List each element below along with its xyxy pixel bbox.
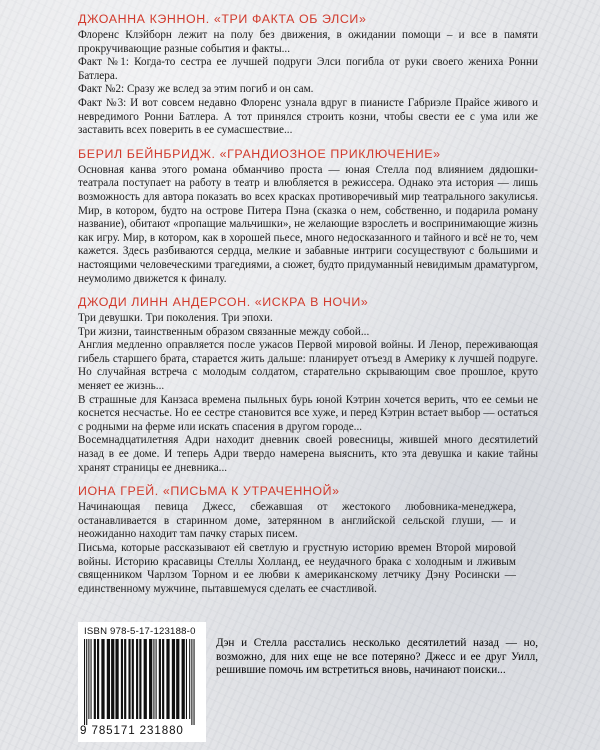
barcode-bar — [91, 639, 92, 719]
barcode-bar — [149, 639, 152, 719]
barcode-bar — [162, 639, 164, 719]
barcode-bar — [172, 639, 175, 719]
section-letters-to-the-lost — [78, 484, 538, 596]
section-grand-adventure — [78, 147, 538, 286]
barcode-bar — [111, 639, 114, 719]
barcode-bar — [101, 639, 104, 719]
paragraph: Флоренс Клэйборн лежит на полу без движения, в ожидании помощи – и все в памяти прокручивающие разные события и факты... — [78, 29, 538, 55]
barcode-bar — [191, 639, 192, 725]
barcode-bar — [186, 639, 187, 719]
barcode-bar — [97, 639, 99, 719]
section-spark-in-the-night — [78, 295, 538, 475]
paragraph: Факт №3: И вот совсем недавно Флоренс узнала вдруг в пианисте Габриэле Прайсе живого и невредимого Ронни Батлера. А тот принялся строить козни, чтобы свести ее с ума или же заставить всех поверить в ее сумасшествие... — [78, 96, 538, 137]
paragraph: Три девушки. Три поколения. Три эпохи. — [78, 312, 273, 325]
paragraph: В страшные для Канзаса времена пыльных бурь юной Кэтрин хочется верить, что ее семьи не коснется несчастье. Но ее сестре становится все хуже, и перед Кэтрин встает выбор — остаться с родными на ферме или искать спасения в другом городе... — [78, 393, 538, 433]
back-cover-text — [78, 12, 538, 605]
section-body — [78, 501, 516, 596]
section-title: БЕРИЛ БЕЙНБРИДЖ. «ГРАНДИОЗНОЕ ПРИКЛЮЧЕНИЕ» — [78, 146, 441, 161]
barcode-bar — [128, 639, 130, 719]
paragraph: Основная канва этого романа обманчиво проста — юная Стелла под влиянием дядюшки-театрала поступает на работу в театр и влюбляется в режиссера. Однако эта история — лишь возможность для автора показать во всех красках противоречивый мир театрального закулисья. Мир, в котором, будто на острове Питера Пэна (сказка о нем, собственно, и подарила роману название), обитают «пропащие мальчишки», не желающие взрослеть и воспринимающие жизнь как игру. Мир, в котором, как в хорошей пьесе, много недосказанного и тайного и всё не то, чем кажется. Здесь разбиваются сердца, мелкие и забавные интриги сосуществуют с большими и настоящими человеческими трагедиями, а сюжет, будто придуманный невидимым драматургом, неумолимо движется к финалу. — [78, 163, 538, 285]
paragraph: Письма, которые рассказывают ей светлую и грустную историю времен Второй мировой войны. Историю красавицы Стеллы Холланд, ее неудачного брака с холодным и лживым священником Чарлзом Торном и ее любви к американскому летчику Дэну Росински — единственному мужчине, пытавшемуся сделать ее счастливой. — [78, 542, 516, 595]
barcode-bar — [107, 639, 110, 719]
paragraph: Факт №2: Сразу же вслед за этим погиб и он сам. — [78, 83, 314, 96]
paragraph: Факт №1: Когда-то сестра ее лучшей подруги Элси погибла от руки своего жениха Ронни Батлера. — [78, 56, 538, 82]
barcode-bar — [121, 639, 123, 719]
barcode-bar — [194, 639, 195, 725]
barcode-bar — [136, 639, 138, 719]
barcode-bar — [86, 639, 87, 725]
barcode-bar — [156, 639, 157, 719]
barcode-bar — [166, 639, 169, 719]
barcode-bar — [124, 639, 126, 719]
barcode-block — [78, 622, 206, 742]
paragraph: Восемнадцатилетняя Адри находит дневник своей ровесницы, жившей много десятилетий назад в ее доме. И теперь Адри твердо намерена выяснить, кто эта девушка и какие тайны хранят страницы ее дневника... — [78, 434, 538, 474]
barcode-bar — [182, 639, 185, 719]
barcode-bar — [132, 639, 134, 719]
paragraph: Англия медленно оправляется после ужасов Первой мировой войны. И Ленор, переживающая гибель старшего брата, старается жить дальше: планирует отъезд в Америку к лучшей подруге. Но случайная встреча с молодым солдатом, старательно скрывающим свое прошлое, круто меняет ее жизнь... — [78, 339, 538, 393]
barcode-bar — [189, 639, 190, 719]
section-title: ДЖОДИ ЛИНН АНДЕРСОН. «ИСКРА В НОЧИ» — [78, 295, 369, 310]
barcode-bar — [144, 639, 147, 719]
barcode-bar — [84, 639, 85, 725]
barcode-bar — [88, 639, 89, 719]
section-title: ДЖОАННА КЭННОН. «ТРИ ФАКТА ОБ ЭЛСИ» — [78, 12, 367, 26]
isbn-label: ISBN 978-5-17-123188-0 — [84, 626, 196, 637]
paragraph: Начинающая певица Джесс, сбежавшая от жестокого любовника-менеджера, останавливается в старинном доме, затерянном в английской сельской глуши, — и неожиданно находит там пачку старых писем. — [78, 501, 516, 541]
section-body — [78, 29, 538, 138]
barcode-bar — [94, 639, 96, 719]
paragraph: Дэн и Стелла расстались несколько десятилетий назад — но, возможно, для них еще не все потеряно? Джесс и ее друг Уилл, решившие помочь им встретиться вновь, начинают поиски... — [216, 637, 538, 677]
section-body — [78, 164, 538, 286]
section-title: ИОНА ГРЕЙ. «ПИСЬМА К УТРАЧЕННОЙ» — [78, 484, 340, 499]
barcode-bar — [159, 639, 161, 719]
barcode-bar — [139, 639, 141, 719]
barcode-bar — [153, 639, 154, 719]
section-three-facts-about-elsie — [78, 12, 538, 138]
closing-paragraph — [216, 637, 538, 678]
barcode-bar — [176, 639, 179, 719]
section-body — [78, 312, 538, 475]
barcode-bar — [115, 639, 118, 719]
barcode-bars — [82, 639, 202, 727]
barcode-digits: 9 785171 231880 — [80, 724, 184, 737]
paragraph: Три жизни, таинственным образом связанные между собой... — [78, 325, 370, 338]
